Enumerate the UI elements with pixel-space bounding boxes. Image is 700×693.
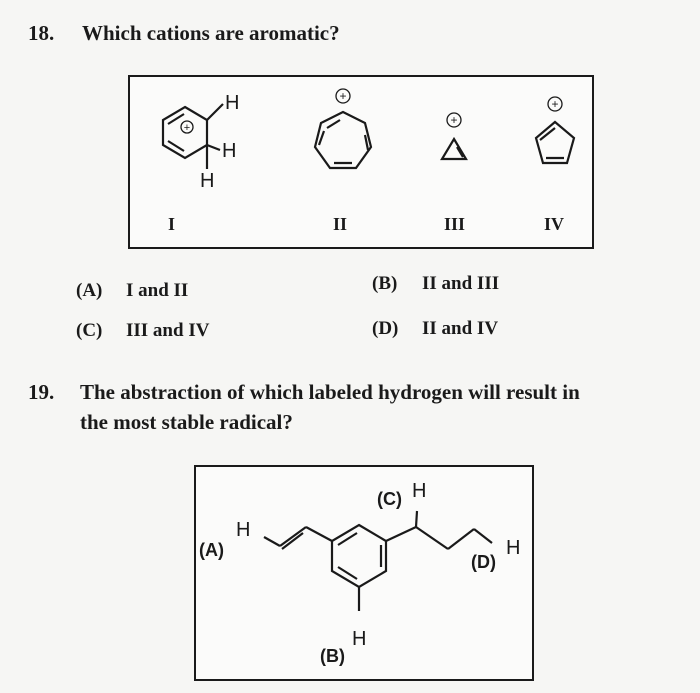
option-letter: (D)	[372, 318, 399, 339]
q18-question-text: Which cations are aromatic?	[82, 21, 340, 45]
structure-II	[315, 112, 371, 168]
structure-II-ring	[315, 112, 371, 168]
q18-option-c[interactable]	[76, 320, 209, 342]
q18-structures-drawing	[130, 77, 592, 247]
q19-number: 19.	[28, 380, 55, 404]
q19-question-line1: The abstraction of which labeled hydrogen will result in	[80, 380, 580, 404]
option-letter: (A)	[76, 280, 103, 301]
option-text: I and II	[126, 280, 189, 301]
structure-I-H-right: H	[222, 140, 237, 162]
q18-number: 18.	[28, 21, 55, 45]
q19-molecule	[264, 511, 492, 611]
benzene-ring	[332, 525, 386, 587]
q18-option-b[interactable]	[372, 273, 499, 295]
option-text: II and III	[422, 273, 500, 294]
structure-IV	[536, 122, 574, 163]
q18-structures-box	[128, 75, 594, 249]
charge-sign-I: +	[183, 122, 191, 134]
q19-structure-drawing	[196, 467, 532, 679]
charge-sign-IV: +	[551, 97, 559, 111]
q18-option-d[interactable]	[372, 318, 498, 340]
structure-I	[163, 104, 223, 169]
option-letter: (C)	[76, 320, 103, 341]
charge-sign-II: +	[339, 89, 347, 103]
structure-III-label: III	[444, 214, 466, 234]
hydrogen-B: H	[352, 628, 367, 650]
q19-structure-box	[194, 465, 534, 681]
hydrogen-A: H	[236, 519, 251, 541]
structure-I-label: I	[168, 214, 176, 234]
q19-question-line2: the most stable radical?	[80, 410, 293, 434]
q18-option-a[interactable]	[76, 280, 188, 302]
structure-I-H-top: H	[225, 92, 240, 114]
label-B: (B)	[320, 646, 345, 666]
option-text: II and IV	[422, 318, 499, 339]
structure-IV-label: IV	[544, 214, 565, 234]
option-letter: (B)	[372, 273, 398, 294]
structure-II-label: II	[333, 214, 348, 234]
option-text: III and IV	[126, 320, 210, 341]
charge-sign-III: +	[450, 113, 458, 127]
label-A: (A)	[199, 540, 224, 560]
label-D: (D)	[471, 552, 496, 572]
hydrogen-C: H	[412, 480, 427, 502]
structure-I-H-bottom: H	[200, 170, 215, 192]
structure-III	[442, 139, 466, 159]
label-C: (C)	[377, 489, 402, 509]
hydrogen-D: H	[506, 537, 521, 559]
